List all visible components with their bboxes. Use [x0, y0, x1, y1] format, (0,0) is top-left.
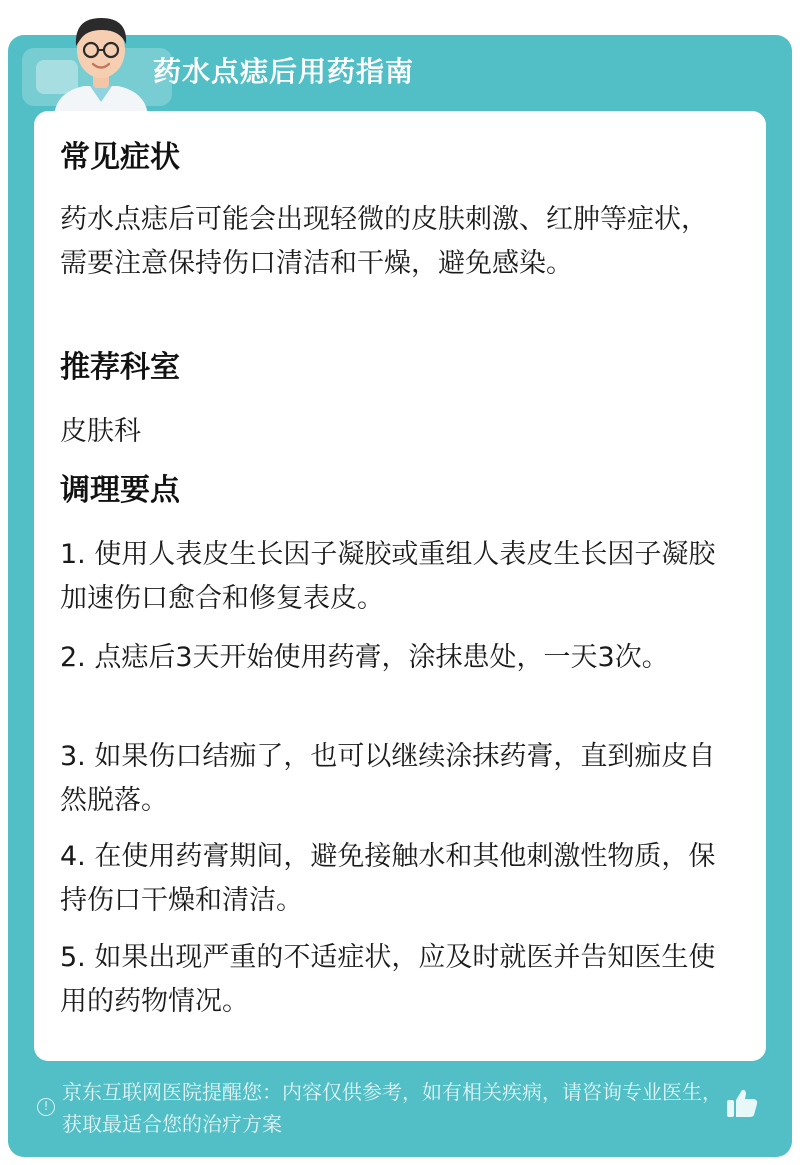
list-item: 5. 如果出现严重的不适症状，应及时就医并告知医生使用的药物情况。: [60, 942, 716, 1017]
section-title-symptoms: 常见症状: [60, 140, 180, 175]
section-title-care: 调理要点: [60, 473, 180, 508]
list-item: 4. 在使用药膏期间，避免接触水和其他刺激性物质，保持伤口干燥和清洁。: [60, 841, 716, 916]
list-item: 3. 如果伤口结痂了，也可以继续涂抹药膏，直到痂皮自然脱落。: [60, 741, 716, 816]
department-text: 皮肤科: [60, 416, 141, 447]
page-title: 药水点痣后用药指南: [153, 55, 415, 88]
thumbs-up-icon[interactable]: [724, 1085, 760, 1121]
symptoms-text: 药水点痣后可能会出现轻微的皮肤刺激、红肿等症状，需要注意保持伤口清洁和干燥，避免感染。: [60, 204, 708, 279]
footer-notice: 京东互联网医院提醒您：内容仅供参考，如有相关疾病，请咨询专业医生，获取最适合您的治疗方案: [62, 1080, 722, 1136]
info-icon: !: [37, 1098, 55, 1116]
list-item: 1. 使用人表皮生长因子凝胶或重组人表皮生长因子凝胶加速伤口愈合和修复表皮。: [60, 539, 716, 614]
doctor-avatar: [46, 6, 156, 116]
section-title-department: 推荐科室: [60, 350, 180, 385]
list-item: 2. 点痣后3天开始使用药膏，涂抹患处，一天3次。: [60, 642, 669, 673]
